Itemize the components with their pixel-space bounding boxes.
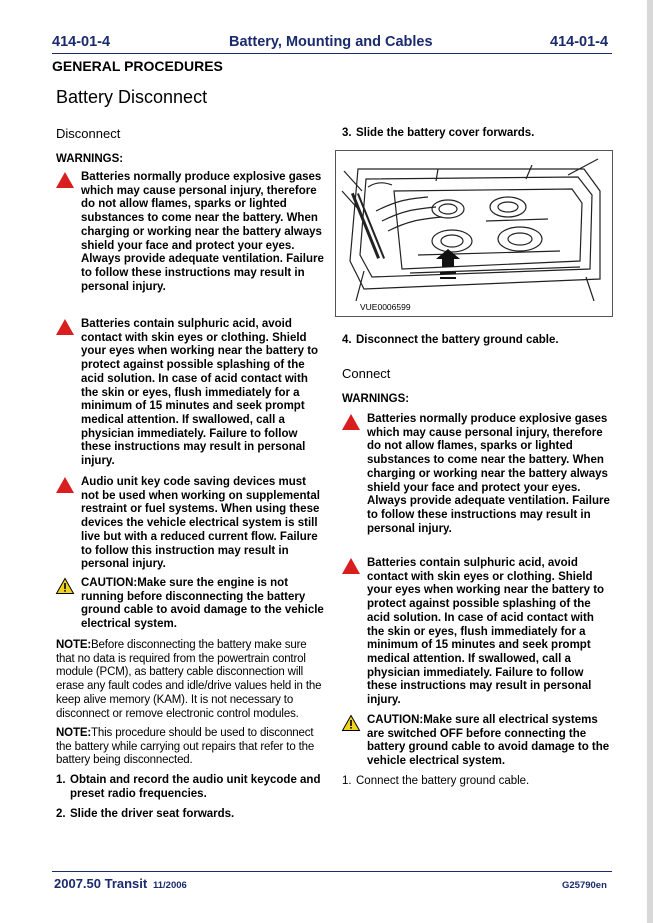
warning-text: Batteries normally produce explosive gases which may cause personal injury, therefore do not allow flames, sparks or lighted substances to come near the battery. When charging or working near the battery always shield your face and protect your eyes. Always provide adequate ventilation. Failure to follow these instructions may result in personal injury. bbox=[81, 171, 324, 293]
step-item bbox=[342, 127, 611, 141]
warning-block bbox=[367, 413, 611, 536]
note-text: This procedure should be used to disconnect the battery while carrying out repairs that refer to the battery being disconnected. bbox=[56, 727, 315, 767]
battery-cover-figure bbox=[335, 150, 613, 317]
page-title: Battery Disconnect bbox=[56, 87, 208, 107]
footer-model: 2007.50 Transit bbox=[54, 876, 148, 891]
step-text: Slide the driver seat forwards. bbox=[70, 808, 235, 820]
step-text: Slide the battery cover forwards. bbox=[356, 127, 535, 139]
figure-label: VUE0006599 bbox=[360, 302, 411, 312]
warning-block bbox=[81, 476, 326, 572]
step-number: 1. bbox=[56, 774, 66, 786]
header-left-code: 414-01-4 bbox=[52, 34, 111, 50]
note-label: NOTE: bbox=[56, 727, 92, 739]
caution-block bbox=[367, 714, 611, 769]
warning-triangle-icon bbox=[55, 318, 75, 336]
warning-block bbox=[81, 318, 326, 469]
connect-heading: Connect bbox=[342, 366, 391, 381]
caution-triangle-icon bbox=[55, 577, 75, 595]
warnings-label: WARNINGS: bbox=[56, 153, 124, 165]
warning-block bbox=[367, 557, 611, 708]
note-label: NOTE: bbox=[56, 639, 92, 651]
header-right-code: 414-01-4 bbox=[550, 34, 609, 50]
step-text: Connect the battery ground cable. bbox=[356, 775, 530, 787]
disconnect-heading: Disconnect bbox=[56, 126, 121, 141]
header-rule bbox=[52, 53, 612, 54]
step-number: 1. bbox=[342, 775, 352, 787]
section-title: GENERAL PROCEDURES bbox=[52, 58, 223, 74]
note-paragraph bbox=[56, 727, 326, 768]
step-number: 3. bbox=[342, 127, 352, 139]
step-number: 4. bbox=[342, 334, 352, 346]
warning-triangle-icon bbox=[341, 557, 361, 575]
step-text: Disconnect the battery ground cable. bbox=[356, 334, 559, 346]
step-item bbox=[342, 334, 611, 348]
step-item bbox=[342, 775, 611, 789]
warning-text: Batteries contain sulphuric acid, avoid contact with skin eyes or clothing. Shield your eyes when working near the battery to protect against possible splashing of the acid solution. In case of acid contact with the skin or eyes, flush immediately for a minimum of 15 minutes and seek prompt medical attention. If swallowed, call a physician immediately. Failure to follow these instructions may result in personal injury. bbox=[367, 557, 605, 707]
page-edge bbox=[647, 0, 653, 923]
note-paragraph bbox=[56, 639, 326, 721]
step-text: Obtain and record the audio unit keycode and preset radio frequencies. bbox=[70, 774, 321, 800]
warning-triangle-icon bbox=[341, 413, 361, 431]
warning-text: Audio unit key code saving devices must not be used when working on supplemental restraint or fuel systems. When using these devices the vehicle electrical system is still live but with a reduced current flow. Failure to follow this instruction may result in personal injury. bbox=[81, 476, 320, 571]
warning-block bbox=[81, 171, 326, 294]
warning-triangle-icon bbox=[55, 171, 75, 189]
warnings-label: WARNINGS: bbox=[342, 393, 410, 405]
caution-triangle-icon bbox=[341, 714, 361, 732]
footer-date: 11/2006 bbox=[153, 880, 187, 891]
step-item bbox=[56, 774, 326, 801]
caution-text: CAUTION:Make sure the engine is not running before disconnecting the battery ground cable to avoid damage to the vehicle electrical system. bbox=[81, 577, 324, 631]
caution-text: CAUTION:Make sure all electrical systems are switched OFF before connecting the battery ground cable to avoid damage to the vehicle electrical system. bbox=[367, 714, 610, 768]
caution-block bbox=[81, 577, 326, 632]
battery-illustration bbox=[336, 151, 612, 316]
header-title: Battery, Mounting and Cables bbox=[229, 34, 433, 50]
footer-code: G25790en bbox=[562, 880, 607, 891]
footer-rule bbox=[52, 871, 612, 872]
warning-triangle-icon bbox=[55, 476, 75, 494]
note-text: Before disconnecting the battery make sure that no data is required from the powertrain control module (PCM), as battery cable disconnection will erase any fault codes and idle/drive values held in the keep alive memory (KAM). It is not necessary to disconnect or remove electronic control modules. bbox=[56, 639, 322, 720]
step-number: 2. bbox=[56, 808, 66, 820]
warning-text: Batteries contain sulphuric acid, avoid contact with skin eyes or clothing. Shield your eyes when working near the battery to protect against possible splashing of the acid solution. In case of acid contact with the skin or eyes, flush immediately for a minimum of 15 minutes and seek prompt medical attention. If swallowed, call a physician immediately. Failure to follow these instructions may result in personal injury. bbox=[81, 318, 319, 468]
warning-text: Batteries normally produce explosive gases which may cause personal injury, therefore do not allow flames, sparks or lighted substances to come near the battery. When charging or working near the battery always shield your face and protect your eyes. Always provide adequate ventilation. Failure to follow these instructions may result in personal injury. bbox=[367, 413, 610, 535]
step-item bbox=[56, 808, 326, 822]
